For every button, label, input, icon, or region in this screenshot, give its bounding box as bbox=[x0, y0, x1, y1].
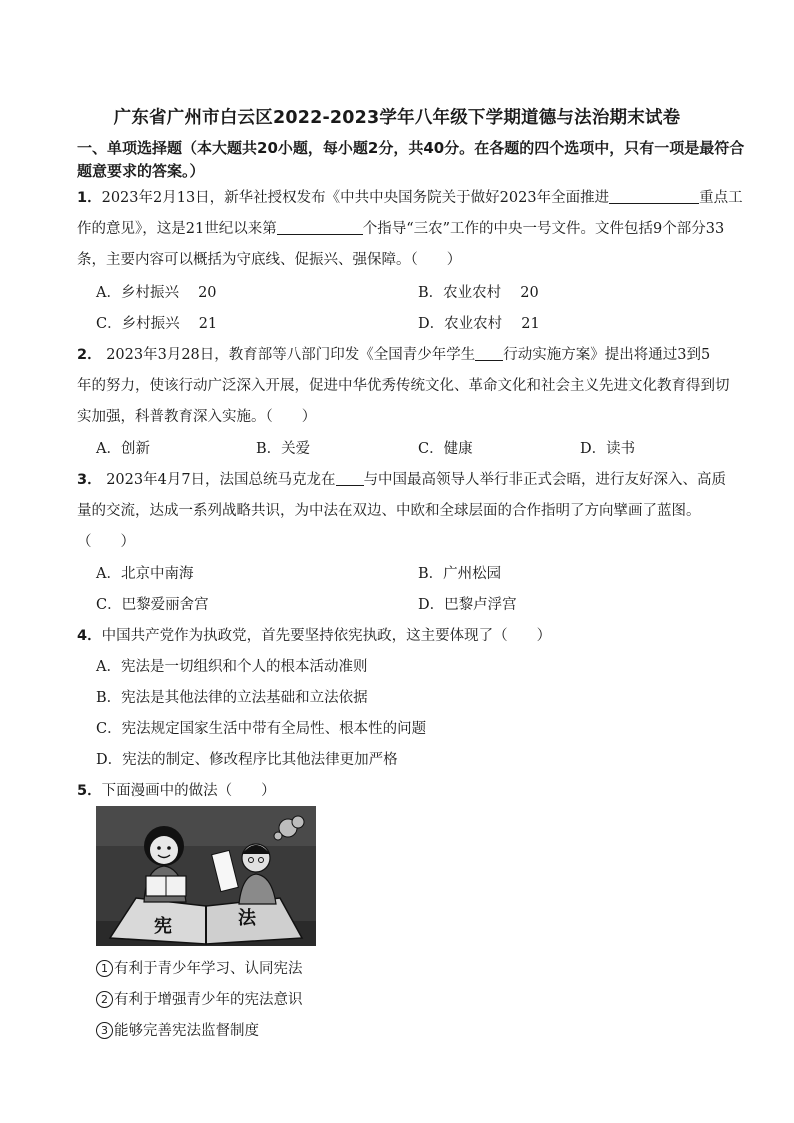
constitution-cartoon bbox=[96, 806, 316, 946]
q3-blank bbox=[336, 471, 364, 487]
q3-line-1: 3． 2023年4月7日，法国总统马克龙在 与中国最高领导人举行非正式会晤，进行友好深入、高质 bbox=[77, 472, 727, 488]
q3-option-d[interactable]: D．巴黎卢浮宫 bbox=[418, 597, 517, 613]
q5-number: 5． bbox=[77, 783, 102, 799]
q2-line-1: 2． 2023年3月28日，教育部等八部门印发《全国青少年学生 行动实施方案》提出将通过3到5 bbox=[77, 347, 711, 363]
q1-line-3: 条，主要内容可以概括为守底线、促振兴、强保障。（ ） bbox=[77, 252, 462, 268]
q3-number: 3． bbox=[77, 472, 102, 488]
q5-statement-2: 2 有利于增强青少年的宪法意识 bbox=[96, 988, 303, 1009]
q4-option-a[interactable]: A．宪法是一切组织和个人的根本活动准则 bbox=[96, 659, 368, 675]
q1-line-2: 作的意见》，这是21世纪以来第 个指导“三农”工作的中央一号文件。文件包括9个部分33 bbox=[77, 221, 725, 237]
q2-option-a[interactable]: A．创新 bbox=[96, 441, 150, 457]
q2-line-2: 年的努力，使该行动广泛深入开展，促进中华优秀传统文化、革命文化和社会主义先进文化教育得到切 bbox=[77, 378, 730, 394]
q4-option-b[interactable]: B．宪法是其他法律的立法基础和立法依据 bbox=[96, 690, 368, 706]
q1-option-d[interactable]: D．农业农村 21 bbox=[418, 316, 540, 332]
q2-option-d[interactable]: D．读书 bbox=[580, 441, 636, 457]
q1-blank-2 bbox=[277, 220, 363, 236]
q4-number: 4． bbox=[77, 628, 102, 644]
section-heading: 一、单项选择题（本大题共20小题，每小题2分，共40分。在各题的四个选项中，只有一项是最符合题意要求的答案。） bbox=[77, 139, 745, 180]
q1-line-1: 1．2023年2月13日，新华社授权发布《中共中央国务院关于做好2023年全面推进 重点工 bbox=[77, 190, 743, 206]
q1-number: 1． bbox=[77, 190, 102, 206]
q2-line-3: 实加强，科普教育深入实施。（ ） bbox=[77, 409, 317, 425]
q2-option-c[interactable]: C．健康 bbox=[418, 441, 473, 457]
cartoon-book-left-text: 宪 bbox=[154, 916, 172, 937]
q2-blank bbox=[475, 346, 503, 362]
q3-line-2: 量的交流，达成一系列战略共识，为中法在双边、中欧和全球层面的合作指明了方向擘画了蓝图。 bbox=[77, 503, 701, 519]
q3-option-b[interactable]: B．广州松园 bbox=[418, 566, 502, 582]
q5-statement-1-mark: 1 bbox=[96, 960, 113, 977]
q1-option-b[interactable]: B．农业农村 20 bbox=[418, 285, 539, 301]
q5-statement-2-mark: 2 bbox=[96, 991, 113, 1008]
q4-option-c[interactable]: C．宪法规定国家生活中带有全局性、根本性的问题 bbox=[96, 721, 427, 737]
q4-stem: 4．中国共产党作为执政党，首先要坚持依宪执政，这主要体现了（ ） bbox=[77, 628, 552, 644]
q1-option-c[interactable]: C．乡村振兴 21 bbox=[96, 316, 218, 332]
q3-option-c[interactable]: C．巴黎爱丽舍宫 bbox=[96, 597, 209, 613]
q4-option-d[interactable]: D．宪法的制定、修改程序比其他法律更加严格 bbox=[96, 752, 398, 768]
cartoon-illustration bbox=[96, 806, 316, 946]
q5-statement-3-mark: 3 bbox=[96, 1022, 113, 1039]
q5-stem: 5．下面漫画中的做法（ ） bbox=[77, 783, 276, 799]
q3-line-3: （ ） bbox=[77, 534, 135, 550]
q1-blank-1 bbox=[609, 189, 699, 205]
q3-option-a[interactable]: A．北京中南海 bbox=[96, 566, 194, 582]
q2-number: 2． bbox=[77, 347, 102, 363]
q1-option-a[interactable]: A．乡村振兴 20 bbox=[96, 285, 217, 301]
q5-statement-1: 1 有利于青少年学习、认同宪法 bbox=[96, 957, 303, 978]
cartoon-book-right-text: 法 bbox=[238, 908, 256, 929]
page-title: 广东省广州市白云区2022-2023学年八年级下学期道德与法治期末试卷 bbox=[113, 108, 681, 128]
q2-option-b[interactable]: B．关爱 bbox=[256, 441, 311, 457]
q5-statement-3: 3 能够完善宪法监督制度 bbox=[96, 1019, 259, 1040]
